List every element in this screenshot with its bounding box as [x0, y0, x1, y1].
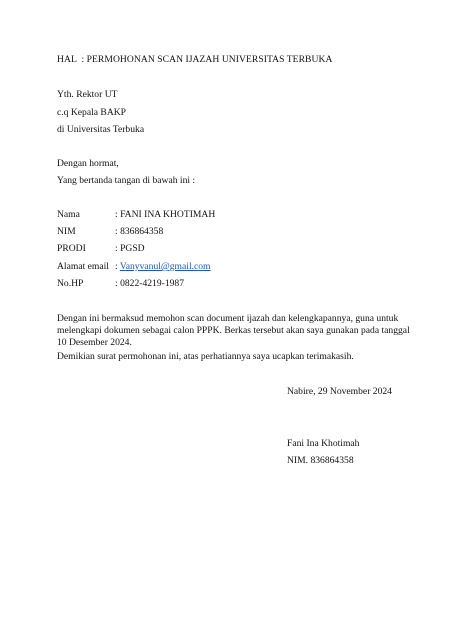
field-label: Alamat email	[57, 261, 109, 272]
field-nama	[57, 209, 215, 221]
subject-value: : PERMOHONAN SCAN IJAZAH UNIVERSITAS TERBUKA	[81, 54, 333, 65]
greeting: Dengan hormat,	[57, 158, 119, 169]
body-line: Dengan ini bermaksud memohon scan document ijazah dan kelengkapannya, guna untuk	[57, 313, 399, 324]
body-line: 10 Desember 2024.	[57, 336, 132, 348]
recipient-line-2: c.q Kepala BAKP	[57, 107, 127, 118]
signer-name: Fani Ina Khotimah	[287, 438, 360, 449]
signer-nim: NIM. 836864358	[287, 455, 354, 466]
body-paragraph	[57, 313, 417, 349]
place-date: Nabire, 29 November 2024	[287, 386, 392, 397]
field-label: PRODI	[57, 243, 86, 254]
field-label: NIM	[57, 226, 76, 237]
field-value: : 0822-4219-1987	[115, 278, 185, 289]
field-value-prefix: :	[115, 261, 120, 272]
closing-paragraph: Demikian surat permohonan ini, atas perhatiannya saya ucapkan terimakasih.	[57, 351, 354, 362]
field-label: Nama	[57, 209, 80, 220]
subject-key: HAL	[57, 54, 77, 65]
letter-subject	[57, 54, 332, 66]
field-nim	[57, 226, 163, 238]
body-line: melengkapi dokumen sebagai calon PPPK. Berkas tersebut akan saya gunakan pada tanggal	[57, 324, 410, 336]
intro-line: Yang bertanda tangan di bawah ini :	[57, 175, 196, 186]
field-value: : 836864358	[115, 226, 164, 237]
field-label: No.HP	[57, 278, 84, 289]
field-prodi	[57, 243, 145, 255]
field-value: : PGSD	[115, 243, 145, 254]
field-email	[57, 261, 211, 273]
field-nohp	[57, 278, 184, 290]
field-value: : FANI INA KHOTIMAH	[115, 209, 216, 220]
email-link[interactable]: Vanyvanul@gmail.com	[119, 261, 211, 272]
recipient-line-1: Yth. Rektor UT	[57, 89, 118, 100]
recipient-line-3: di Universitas Terbuka	[57, 124, 145, 135]
